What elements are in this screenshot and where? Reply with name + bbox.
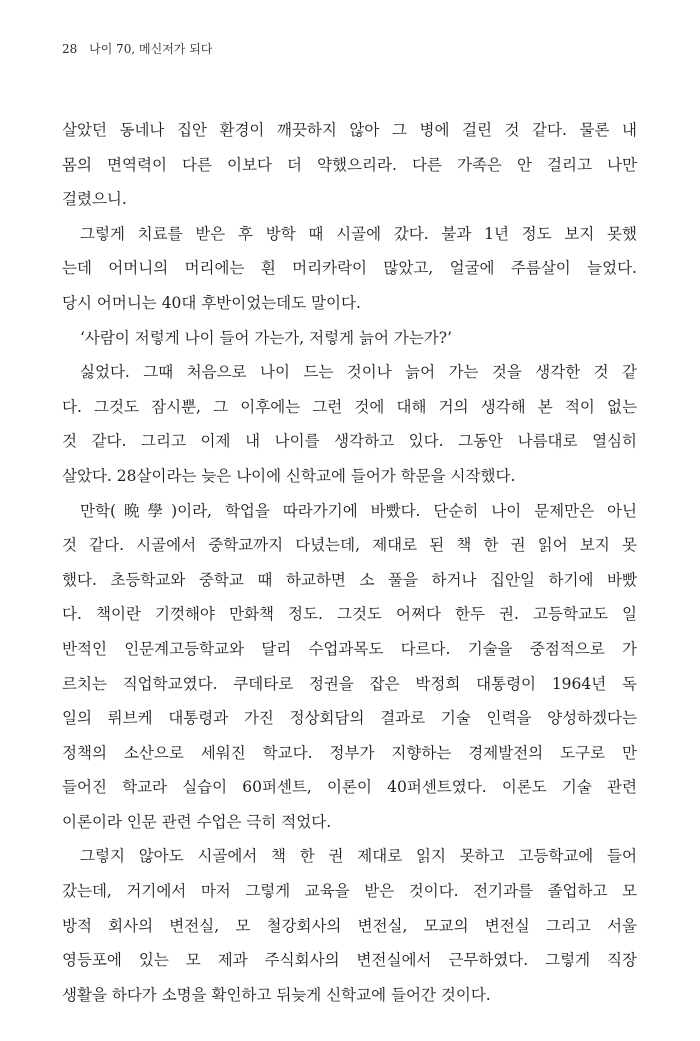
text-line: 것 같다. 그리고 이제 내 나이를 생각하고 있다. 그동안 나름대로 열심히 bbox=[62, 432, 637, 451]
text-line: 반적인 인문계고등학교와 달리 수업과목도 다르다. 기술을 중점적으로 가 bbox=[62, 639, 637, 658]
text-line: 르치는 직업학교였다. 쿠데타로 정권을 잡은 박정희 대통령이 1964년 독 bbox=[62, 674, 637, 693]
text-line: 방적 회사의 변전실, 모 철강회사의 변전실, 모교의 변전실 그리고 서울 bbox=[62, 916, 637, 935]
paragraph bbox=[62, 839, 637, 1012]
text-line: 들어진 학교라 실습이 60퍼센트, 이론이 40퍼센트였다. 이론도 기술 관련 bbox=[62, 778, 637, 797]
text-line: 갔는데, 거기에서 마저 그렇게 교육을 받은 것이다. 전기과를 졸업하고 모 bbox=[62, 882, 637, 901]
text-line: 몸의 면역력이 다른 이보다 더 약했으리라. 다른 가족은 안 걸리고 나만 bbox=[62, 155, 637, 174]
text-line: 다. 책이란 기껏해야 만화책 정도. 그것도 어쩌다 한두 권. 고등학교도 일 bbox=[62, 605, 637, 624]
page-number: 28 bbox=[62, 42, 78, 56]
paragraph bbox=[62, 113, 637, 217]
text-line: 걸렸으니. bbox=[62, 190, 127, 209]
paragraph bbox=[62, 355, 637, 493]
quote-paragraph bbox=[62, 321, 637, 356]
text-line: 다. 그것도 잠시뿐, 그 이후에는 그런 것에 대해 거의 생각해 본 적이 없는 bbox=[62, 397, 637, 416]
body-text bbox=[62, 113, 637, 1012]
text-line: ‘사람이 저렇게 나이 들어 가는가, 저렇게 늙어 가는가?’ bbox=[80, 328, 453, 347]
text-line: 살았던 동네나 집안 환경이 깨끗하지 않아 그 병에 걸린 것 같다. 물론 내 bbox=[62, 121, 637, 139]
text-line: 했다. 초등학교와 중학교 때 하교하면 소 풀을 하거나 집안일 하기에 바빴 bbox=[62, 570, 637, 589]
text-line: 영등포에 있는 모 제과 주식회사의 변전실에서 근무하였다. 그렇게 직장 bbox=[62, 951, 637, 970]
text-line: 생활을 하다가 소명을 확인하고 뒤늦게 신학교에 들어간 것이다. bbox=[62, 985, 491, 1004]
text-line: 싫었다. 그때 처음으로 나이 드는 것이나 늙어 가는 것을 생각한 것 같 bbox=[80, 363, 637, 382]
running-header bbox=[62, 41, 212, 57]
text-line: 정책의 소산으로 세워진 학교다. 정부가 지향하는 경제발전의 도구로 만 bbox=[62, 743, 637, 762]
text-line: 이론이라 인문 관련 수업은 극히 적었다. bbox=[62, 812, 332, 831]
text-line: 일의 뤼브케 대통령과 가진 정상회담의 결과로 기술 인력을 양성하겠다는 bbox=[62, 709, 637, 728]
text-line: 그렇게 치료를 받은 후 방학 때 시골에 갔다. 불과 1년 정도 보지 못했 bbox=[80, 224, 637, 243]
text-line: 만학(晩學)이라, 학업을 따라가기에 바빴다. 단순히 나이 문제만은 아닌 bbox=[80, 501, 637, 520]
book-title: 나이 70, 메신저가 되다 bbox=[89, 42, 213, 56]
text-line: 당시 어머니는 40대 후반이었는데도 말이다. bbox=[62, 293, 361, 312]
text-line: 그렇지 않아도 시골에서 책 한 권 제대로 읽지 못하고 고등학교에 들어 bbox=[80, 847, 637, 866]
paragraph bbox=[62, 494, 637, 840]
text-line: 는데 어머니의 머리에는 흰 머리카락이 많았고, 얼굴에 주름살이 늘었다. bbox=[62, 259, 637, 278]
text-line: 살았다. 28살이라는 늦은 나이에 신학교에 들어가 학문을 시작했다. bbox=[62, 466, 516, 485]
paragraph bbox=[62, 217, 637, 321]
text-line: 것 같다. 시골에서 중학교까지 다녔는데, 제대로 된 책 한 권 읽어 보지 못 bbox=[62, 536, 637, 555]
